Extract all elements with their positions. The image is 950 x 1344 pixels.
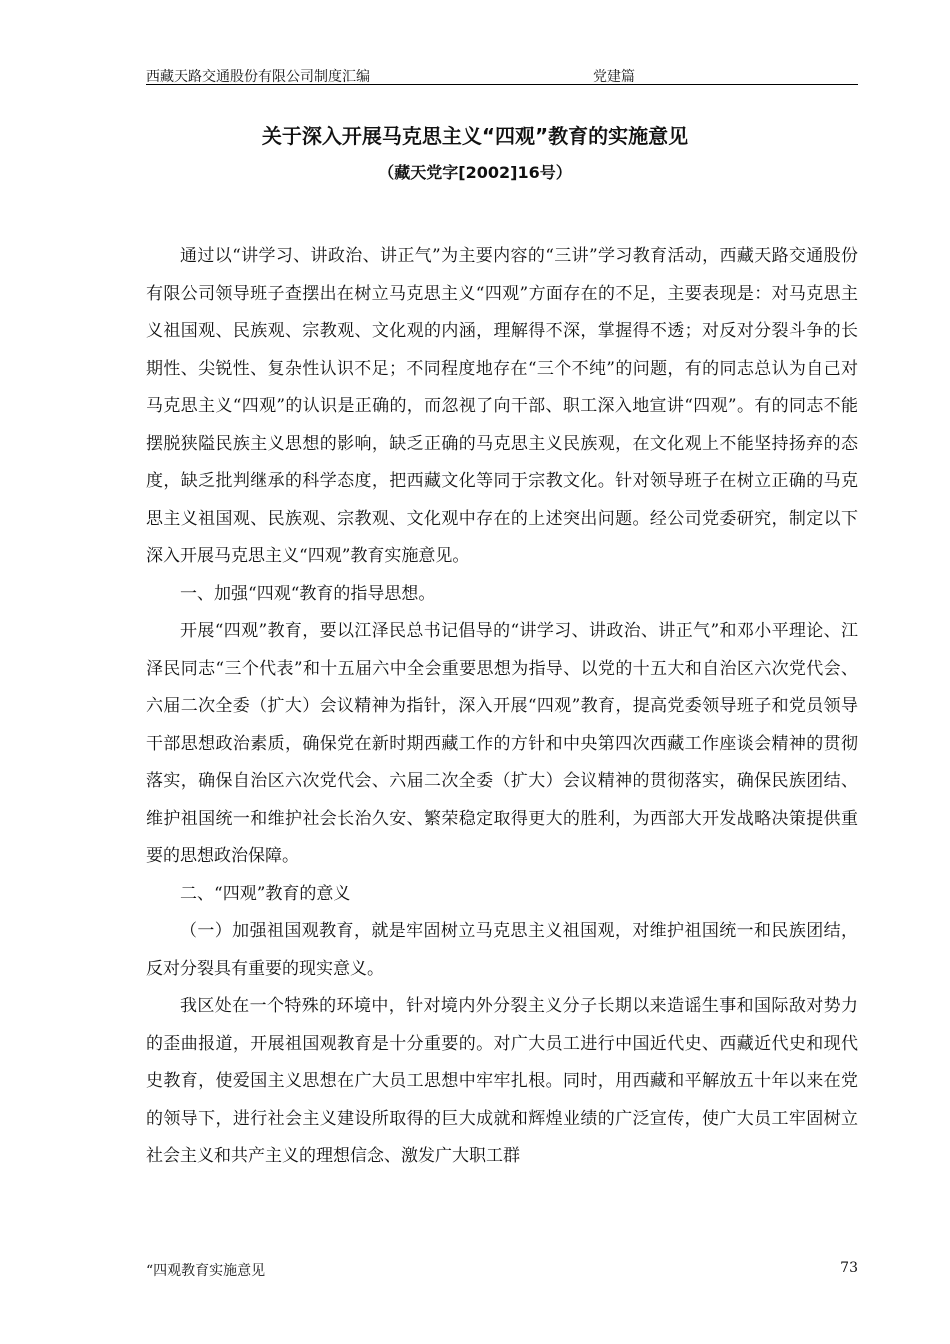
header-section-name: 党建篇 (593, 69, 635, 85)
heading-significance: 二、“四观”教育的意义 (180, 883, 351, 904)
paragraph-motherland-view: （一）加强祖国观教育，就是牢固树立马克思主义祖国观，对维护祖国统一和民族团结，反对分裂具有重要的现实意义。 (146, 921, 858, 979)
paragraph-region-context: 我区处在一个特殊的环境中，针对境内外分裂主义分子长期以来造谣生事和国际敌对势力的歪曲报道，开展祖国观教育是十分重要的。对广大员工进行中国近代史、西藏近代史和现代史教育，使爱国主义思想在广大员工思想中牢牢扎根。同时，用西藏和平解放五十年以来在党的领导下，进行社会主义建设所取得的巨大成就和辉煌业绩的广泛宣传，使广大员工牢固树立社会主义和共产主义的理想信念、激发广大职工群 (146, 996, 858, 1166)
heading-guiding-ideology: 一、加强“四观“教育的指导思想。 (180, 583, 436, 604)
header-divider (146, 84, 858, 85)
header-company-title: 西藏天路交通股份有限公司制度汇编 (146, 69, 370, 85)
document-body (146, 238, 858, 1176)
document-number: （藏天党字[2002]16号） (378, 163, 572, 182)
document-title: 关于深入开展马克思主义“四观”教育的实施意见 (261, 124, 689, 148)
page-number: 73 (840, 1260, 858, 1276)
paragraph-intro: 通过以“讲学习、讲政治、讲正气”为主要内容的“三讲”学习教育活动，西藏天路交通股份有限公司领导班子查摆出在树立马克思主义“四观”方面存在的不足，主要表现是：对马克思主义祖国观、民族观、宗教观、文化观的内涵，理解得不深，掌握得不透；对反对分裂斗争的长期性、尖锐性、复杂性认识不足；不同程度地存在“三个不纯”的问题，有的同志总认为自己对马克思主义“四观”的认识是正确的，而忽视了向干部、职工深入地宣讲“四观”。有的同志不能摆脱狭隘民族主义思想的影响，缺乏正确的马克思主义民族观，在文化观上不能坚持扬弃的态度，缺乏批判继承的科学态度，把西藏文化等同于宗教文化。针对领导班子在树立正确的马克思主义祖国观、民族观、宗教观、文化观中存在的上述突出问题。经公司党委研究，制定以下深入开展马克思主义“四观”教育实施意见。 (146, 246, 858, 566)
footer-doc-name: “四观教育实施意见 (146, 1263, 266, 1279)
page-header (146, 62, 858, 84)
paragraph-guiding-ideology: 开展“四观”教育，要以江泽民总书记倡导的“讲学习、讲政治、讲正气”和邓小平理论、江泽民同志“三个代表”和十五届六中全会重要思想为指导、以党的十五大和自治区六次党代会、六届二次全委（扩大）会议精神为指针，深入开展“四观”教育，提高党委领导班子和党员领导干部思想政治素质，确保党在新时期西藏工作的方针和中央第四次西藏工作座谈会精神的贯彻落实，确保自治区六次党代会、六届二次全委（扩大）会议精神的贯彻落实，确保民族团结、维护祖国统一和维护社会长治久安、繁荣稳定取得更大的胜利，为西部大开发战略决策提供重要的思想政治保障。 (146, 621, 858, 866)
